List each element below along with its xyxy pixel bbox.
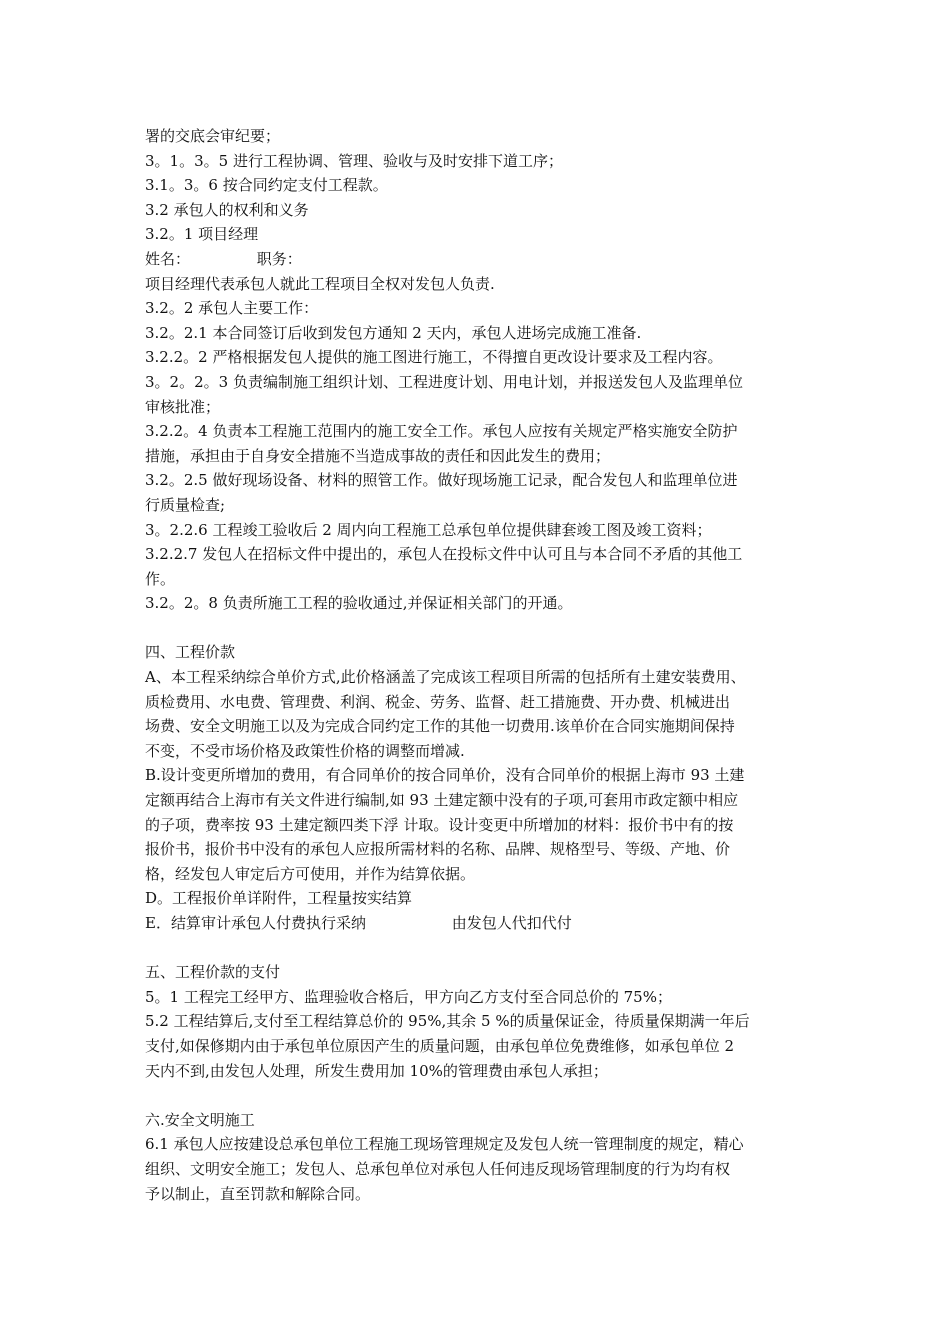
section-heading: 六.安全文明施工 <box>145 1110 255 1129</box>
text-line: 5.2 工程结算后,支付至工程结算总价的 95%,其余 5 %的质量保证金，待质量保期满一年后 <box>145 1012 750 1031</box>
text-line: 项目经理代表承包人就此工程项目全权对发包人负责. <box>145 274 495 293</box>
text-line: 定额再结合上海市有关文件进行编制,如 93 土建定额中没有的子项,可套用市政定额中相应 <box>145 791 739 810</box>
blank-line <box>145 936 815 961</box>
text-line: 质检费用、水电费、管理费、利润、税金、劳务、监督、赶工措施费、开办费、机械进出 <box>145 692 731 711</box>
text-line: 3.1。3。6 按合同约定支付工程款。 <box>145 176 388 195</box>
text-line: 作。 <box>145 569 176 588</box>
text-line: 格，经发包人审定后方可使用，并作为结算依据。 <box>145 864 476 883</box>
text-line: 审核批准； <box>145 397 221 416</box>
text-line: B.设计变更所增加的费用，有合同单价的按合同单价，没有合同单价的根据上海市 93 土建 <box>145 766 745 785</box>
text-line: 3.2。2.1 本合同签订后收到发包方通知 2 天内，承包人进场完成施工准备. <box>145 323 642 342</box>
text-line: D。工程报价单详附件，工程量按实结算 <box>145 889 413 908</box>
text-line: 行质量检查; <box>145 495 226 514</box>
text-line: 3.2.2。2 严格根据发包人提供的施工图进行施工，不得擅自更改设计要求及工程内容。 <box>145 348 723 367</box>
text-line: 3。2.2.6 工程竣工验收后 2 周内向工程施工总承包单位提供肆套竣工图及竣工资料； <box>145 520 712 539</box>
text-line: 措施，承担由于自身安全措施不当造成事故的责任和因此发生的费用； <box>145 446 611 465</box>
text-line: 3.2。2.5 做好现场设备、材料的照管工作。做好现场施工记录，配合发包人和监理单位进 <box>145 471 738 490</box>
section-heading: 3.2 承包人的权利和义务 <box>145 200 309 219</box>
text-line: 3.2。2 承包人主要工作： <box>145 299 319 318</box>
text-line: E．结算审计承包人付费执行采纳 由发包人代扣代付 <box>145 914 572 932</box>
text-line: 姓名： 职务： <box>145 249 302 268</box>
text-line: 支付,如保修期内由于承包单位原因产生的质量问题，由承包单位免费维修，如承包单位 2 <box>145 1036 735 1055</box>
text-line: 组织、文明安全施工；发包人、总承包单位对承包人任何违反现场管理制度的行为均有权 <box>145 1159 731 1178</box>
text-line: 3。2。2。3 负责编制施工组织计划、工程进度计划、用电计划，并报送发包人及监理单位 <box>145 372 743 391</box>
text-line: A、本工程采纳综合单价方式,此价格涵盖了完成该工程项目所需的包括所有土建安装费用、 <box>145 668 746 687</box>
section-heading: 五、工程价款的支付 <box>145 963 281 982</box>
text-line: 予以制止，直至罚款和解除合同。 <box>145 1184 371 1203</box>
text-line: 6.1 承包人应按建设总承包单位工程施工现场管理规定及发包人统一管理制度的规定，精心 <box>145 1135 744 1154</box>
text-line: 场费、安全文明施工以及为完成合同约定工作的其他一切费用.该单价在合同实施期间保持 <box>145 717 735 736</box>
text-line: 不变，不受市场价格及政策性价格的调整而增减. <box>145 741 465 760</box>
text-line: 天内不到,由发包人处理，所发生费用加 10%的管理费由承包人承担； <box>145 1061 608 1080</box>
document-body <box>145 124 815 1206</box>
text-line: 署的交底会审纪要； <box>145 127 281 145</box>
text-line: 3.2。2。8 负责所施工工程的验收通过,并保证相关部门的开通。 <box>145 594 573 613</box>
text-line: 3。1。3。5 进行工程协调、管理、验收与及时安排下道工序； <box>145 151 563 170</box>
blank-line <box>145 1083 815 1108</box>
text-line: 3.2.2。4 负责本工程施工范围内的施工安全工作。承包人应按有关规定严格实施安全防护 <box>145 422 738 441</box>
text-line: 的子项，费率按 93 土建定额四类下浮 计取。设计变更中所增加的材料：报价书中有的按 <box>145 815 734 834</box>
text-line: 5。1 工程完工经甲方、监理验收合格后，甲方向乙方支付至合同总价的 75%； <box>145 987 672 1006</box>
text-line: 3.2。1 项目经理 <box>145 225 259 244</box>
text-line: 3.2.2.7 发包人在招标文件中提出的，承包人在投标文件中认可且与本合同不矛盾的其他工 <box>145 545 743 564</box>
blank-line <box>145 616 815 641</box>
section-heading: 四、工程价款 <box>145 643 236 662</box>
text-line: 报价书，报价书中没有的承包人应报所需材料的名称、品牌、规格型号、等级、产地、价 <box>145 840 731 859</box>
